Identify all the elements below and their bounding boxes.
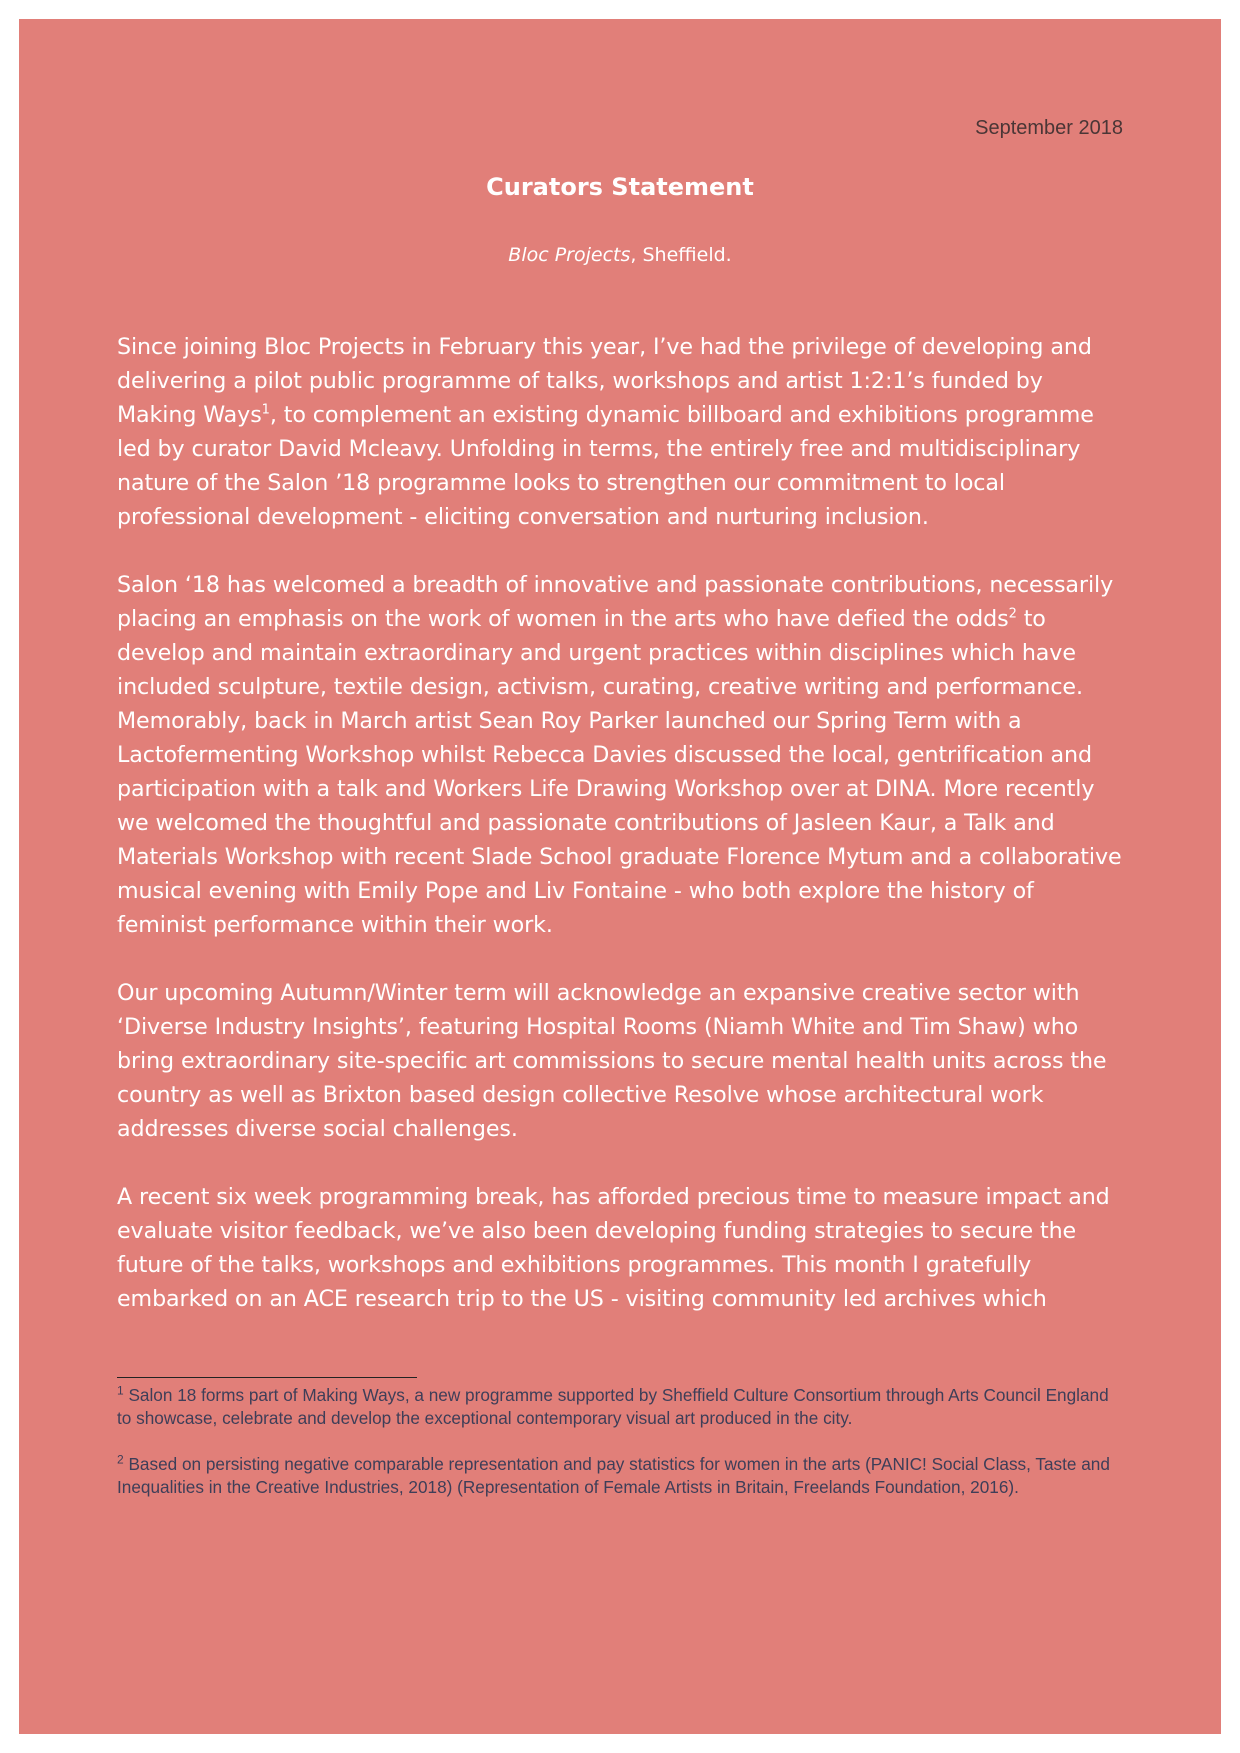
paragraph-2-text-end: to develop and maintain extraordinary and urgent practices within disciplines which have included sculpture, textile design, activism, curating, creative writing and performance. Memorably, back in March artist Sean Roy Parker launched our Spring Term with a Lactofermenting Workshop whilst Rebecca Davies discussed the local, gentrification and participation with a talk and Workers Life Drawing Workshop over at DINA. More recently we welcomed the thoughtful and passionate contributions of Jasleen Kaur, a Talk and Materials Workshop with recent Slade School graduate Florence Mytum and a collaborative musical evening with Emily Pope and Liv Fontaine - who both explore the history of feminist performance within their work. xyxy=(117,606,1122,938)
footnotes xyxy=(117,1384,1123,1522)
document-date: September 2018 xyxy=(975,117,1123,139)
paragraph-1-text-end: , to complement an existing dynamic billboard and exhibitions programme led by curator David Mcleavy. Unfolding in terms, the entirely free and multidisciplinary nature of the Salon ’18 programme looks to strengthen our commitment to local professional development - eliciting conversation and nurturing inclusion. xyxy=(117,402,1094,530)
paragraph-1-text-start: Since joining Bloc Projects in February this year, I’ve had the privilege of developing and delivering a pilot public programme of talks, workshops and artist 1:2:1’s funded by Making Ways xyxy=(117,334,1092,428)
paragraph-4: A recent six week programming break, has afforded precious time to measure impact and evaluate visitor feedback, we’ve also been developing funding strategies to secure the future of the talks, workshops and exhibitions programmes. This month I gratefully embarked on an ACE research trip to the US - visiting community led archives which xyxy=(117,1184,1110,1312)
venue-name: Bloc Projects xyxy=(508,244,631,266)
footnote-2-text: Based on persisting negative comparable representation and pay statistics for women in the arts (PANIC! Social Class, Taste and Inequalities in the Creative Industries, 2018) (Representation of Female Artists in Britain, Freelands Foundation, 2016). xyxy=(117,1454,1110,1497)
footnote-ref-1: 1 xyxy=(261,402,270,418)
footnote-ref-2: 2 xyxy=(1008,606,1017,622)
footnote-divider xyxy=(117,1377,417,1378)
venue-city: , Sheffield. xyxy=(630,244,732,266)
footnote-2 xyxy=(117,1453,1123,1499)
statement-body xyxy=(117,330,1123,1350)
footnote-1 xyxy=(117,1384,1123,1430)
paragraph-3: Our upcoming Autumn/Winter term will acknowledge an expansive creative sector with ‘Diverse Industry Insights’, featuring Hospital Rooms (Niamh White and Tim Shaw) who bring extraordinary site-specific art commissions to secure mental health units across the country as well as Brixton based design collective Resolve whose architectural work addresses diverse social challenges. xyxy=(117,980,1107,1142)
document-subtitle xyxy=(117,244,1123,266)
document-page xyxy=(19,19,1221,1734)
paragraph-2-text-start: Salon ‘18 has welcomed a breadth of innovative and passionate contributions, necessarily placing an emphasis on the work of women in the arts who have defied the odds xyxy=(117,572,1114,632)
page-title: Curators Statement xyxy=(486,173,754,201)
footnote-2-number: 2 xyxy=(117,1452,124,1467)
footnote-1-number: 1 xyxy=(117,1383,124,1398)
paragraph-1 xyxy=(117,330,1123,534)
footnote-1-text: Salon 18 forms part of Making Ways, a new programme supported by Sheffield Culture Consortium through Arts Council England to showcase, celebrate and develop the exceptional contemporary visual art produced in the city. xyxy=(117,1385,1109,1428)
paragraph-2 xyxy=(117,568,1123,942)
